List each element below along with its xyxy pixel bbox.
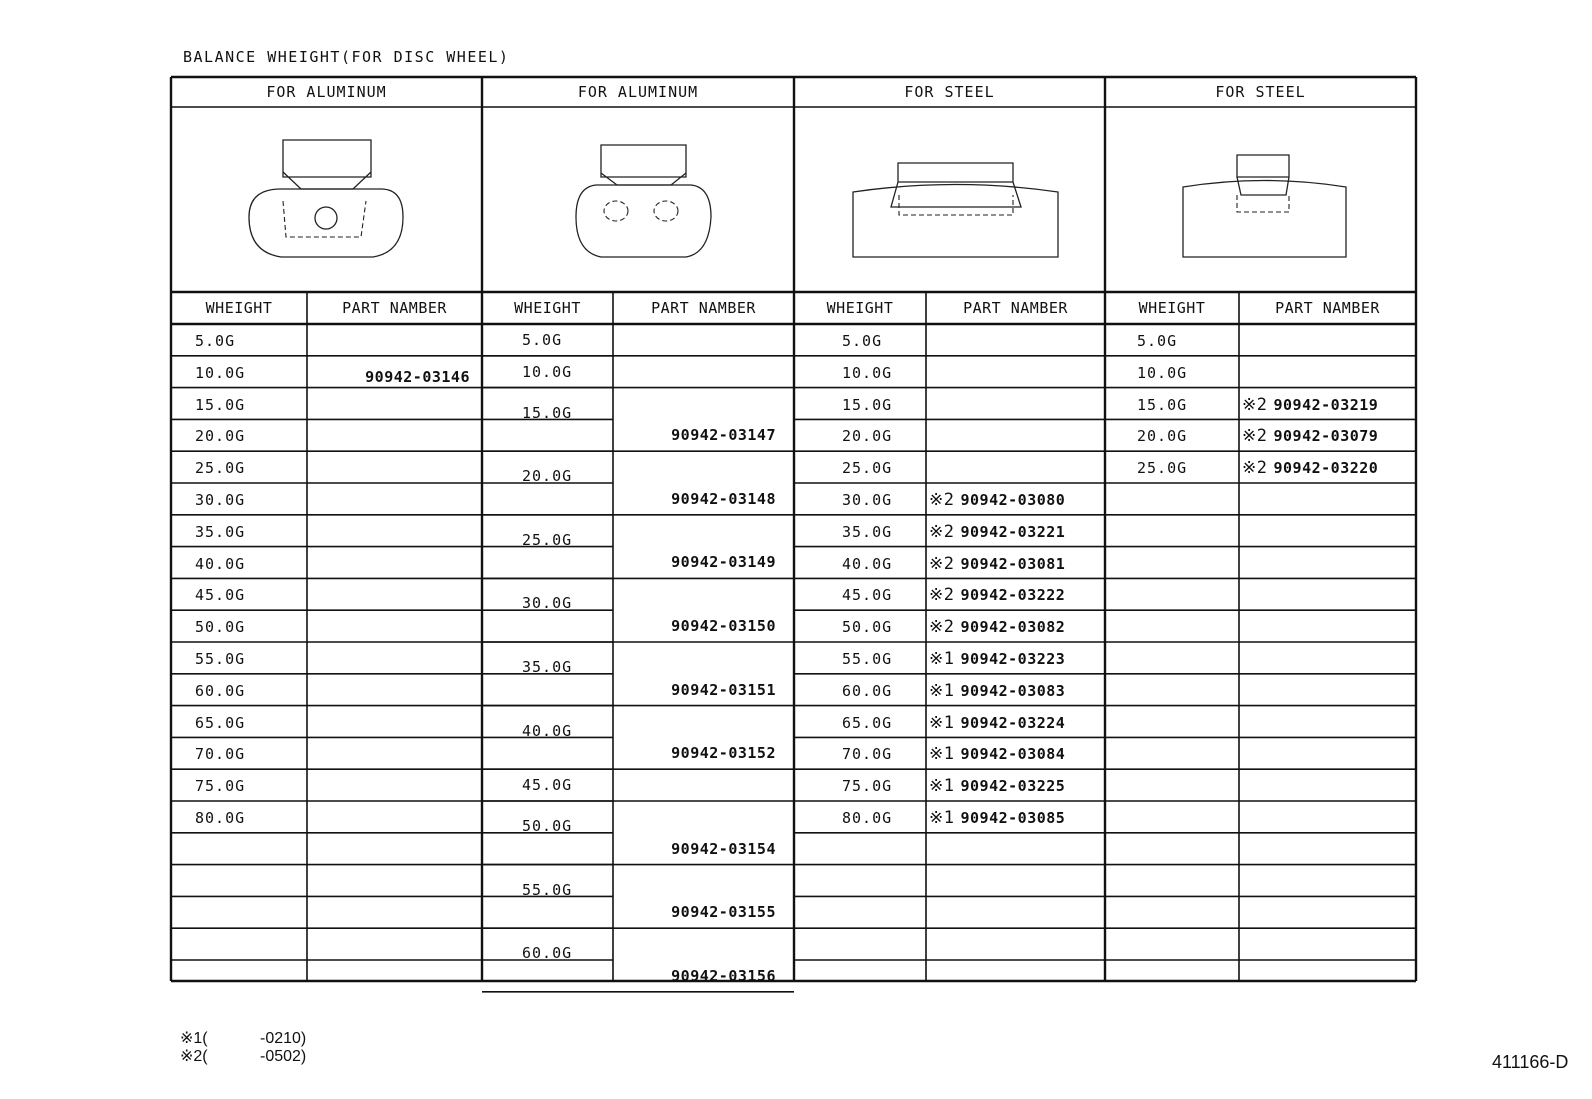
weight-value: 25.0G xyxy=(1137,459,1188,478)
clip-on-weight-body xyxy=(576,185,711,257)
part-number-cell xyxy=(613,744,776,762)
weight-hidden-outline xyxy=(899,195,1013,215)
weight-value: 55.0G xyxy=(522,880,573,899)
footnote-mark: ※2 xyxy=(929,585,955,606)
weight-value: 5.0G xyxy=(522,331,563,349)
part-number-column-header: PART NAMBER xyxy=(963,299,1068,317)
footnote-mark: ※1 xyxy=(929,712,955,733)
weight-value: 40.0G xyxy=(842,554,893,573)
weight-value: 30.0G xyxy=(195,491,246,509)
weight-value: 50.0G xyxy=(842,618,893,637)
clip-on-weight-body xyxy=(1183,181,1346,258)
clip-on-weight-clip xyxy=(1237,155,1289,195)
part-number: 90942-03151 xyxy=(671,680,776,699)
weight-value: 30.0G xyxy=(522,594,573,613)
part-number-cell xyxy=(613,903,776,921)
footnote-mark: ※1 xyxy=(929,776,955,797)
footnote-1: ※1( -0210) xyxy=(180,1030,307,1047)
part-number: 90942-03081 xyxy=(960,554,1066,573)
weight-value: 45.0G xyxy=(842,586,893,605)
weight-value: 70.0G xyxy=(842,745,893,764)
part-number-cell xyxy=(1242,459,1378,477)
part-number: 90942-03225 xyxy=(960,777,1066,796)
weight-value: 25.0G xyxy=(195,459,246,478)
clip-on-weight-clip xyxy=(283,140,371,189)
weight-value: 35.0G xyxy=(195,522,246,541)
part-number-column-header: PART NAMBER xyxy=(342,299,447,317)
weight-value: 15.0G xyxy=(1137,395,1188,414)
weight-value: 45.0G xyxy=(522,776,573,795)
part-number-cell xyxy=(929,555,1065,573)
footnote-2: ※2( -0502) xyxy=(180,1048,307,1065)
table-grid xyxy=(171,77,1444,998)
footnote-mark: ※1 xyxy=(929,649,955,669)
weight-value: 75.0G xyxy=(195,777,246,796)
footnotes xyxy=(180,1030,306,1066)
weight-value: 60.0G xyxy=(522,944,573,963)
part-number: 90942-03085 xyxy=(960,809,1066,827)
part-number-cell xyxy=(929,523,1065,541)
weight-value: 45.0G xyxy=(195,586,246,605)
weight-value: 30.0G xyxy=(842,491,893,509)
part-number: 90942-03083 xyxy=(960,681,1066,700)
weight-hole-icon xyxy=(654,201,678,221)
block-header: FOR ALUMINUM xyxy=(266,83,387,101)
weight-value: 50.0G xyxy=(522,817,573,835)
part-number: 90942-03156 xyxy=(671,966,776,985)
part-number: 90942-03219 xyxy=(1273,395,1379,414)
weight-value: 40.0G xyxy=(195,554,246,573)
part-number-column-header: PART NAMBER xyxy=(651,299,756,317)
clip-on-weight-body xyxy=(853,185,1058,258)
part-number-cell xyxy=(307,368,470,386)
part-number-cell xyxy=(929,745,1065,763)
part-number-cell xyxy=(613,967,776,985)
weight-value: 65.0G xyxy=(195,713,246,732)
part-number-cell xyxy=(929,650,1065,668)
part-number: 90942-03152 xyxy=(671,744,776,763)
weight-hole-icon xyxy=(604,201,628,221)
weight-column-header: WHEIGHT xyxy=(826,299,894,317)
part-number-cell xyxy=(929,586,1065,604)
weight-value: 35.0G xyxy=(522,658,573,676)
weight-value: 50.0G xyxy=(195,618,246,637)
weight-value: 5.0G xyxy=(1137,332,1178,350)
part-number: 90942-03220 xyxy=(1273,459,1379,478)
part-number-cell xyxy=(929,491,1065,509)
part-number-cell xyxy=(613,681,776,699)
weight-value: 15.0G xyxy=(842,395,893,414)
weight-value: 20.0G xyxy=(842,427,893,446)
weight-value: 15.0G xyxy=(195,395,246,414)
weight-value: 55.0G xyxy=(842,650,893,668)
block-header: FOR STEEL xyxy=(1215,83,1306,101)
footnote-mark: ※1 xyxy=(929,808,955,828)
weight-hole-icon xyxy=(315,207,337,229)
block-header: FOR ALUMINUM xyxy=(577,83,699,101)
part-number-cell xyxy=(613,426,776,444)
part-number-cell xyxy=(613,553,776,571)
part-number: 90942-03079 xyxy=(1273,427,1379,446)
footnote-mark: ※2 xyxy=(1242,458,1268,479)
weight-value: 55.0G xyxy=(195,650,246,668)
weight-value: 80.0G xyxy=(842,809,893,827)
part-number: 90942-03082 xyxy=(960,618,1066,637)
weight-value: 10.0G xyxy=(842,363,893,382)
part-number: 90942-03148 xyxy=(671,489,776,508)
part-number-cell xyxy=(613,840,776,858)
weight-value: 75.0G xyxy=(842,777,893,796)
part-number-column-header: PART NAMBER xyxy=(1275,299,1380,317)
weight-value: 60.0G xyxy=(195,681,246,700)
weight-hidden-outline xyxy=(283,201,366,237)
weight-value: 80.0G xyxy=(195,809,246,827)
part-number-cell xyxy=(613,490,776,508)
weight-value: 65.0G xyxy=(842,713,893,732)
footnote-mark: ※1 xyxy=(929,744,955,765)
part-number: 90942-03221 xyxy=(960,522,1066,541)
weight-value: 20.0G xyxy=(522,467,573,486)
part-number: 90942-03147 xyxy=(671,426,776,445)
weight-value: 60.0G xyxy=(842,681,893,700)
page-title: BALANCE WHEIGHT(FOR DISC WHEEL) xyxy=(183,48,510,66)
weight-value: 20.0G xyxy=(195,427,246,446)
part-number: 90942-03222 xyxy=(960,586,1066,605)
part-number: 90942-03223 xyxy=(960,650,1066,668)
weight-value: 15.0G xyxy=(522,403,573,422)
weight-value: 5.0G xyxy=(842,332,883,350)
weight-column-header: WHEIGHT xyxy=(514,299,581,317)
weight-column-header: WHEIGHT xyxy=(205,299,273,317)
weight-value: 5.0G xyxy=(195,332,236,350)
footnote-mark: ※2 xyxy=(929,490,955,510)
clip-on-weight-clip xyxy=(601,145,686,185)
part-number-cell xyxy=(929,682,1065,700)
weight-value: 35.0G xyxy=(842,522,893,541)
weight-value: 20.0G xyxy=(1137,427,1188,446)
part-number: 90942-03150 xyxy=(671,617,776,635)
part-number: 90942-03084 xyxy=(960,745,1066,764)
weight-value: 70.0G xyxy=(195,745,246,764)
footnote-mark: ※2 xyxy=(929,553,955,574)
part-number: 90942-03154 xyxy=(671,839,776,858)
part-number: 90942-03155 xyxy=(671,903,776,922)
part-number: 90942-03146 xyxy=(365,367,470,386)
part-number-cell xyxy=(613,617,776,635)
footnote-mark: ※1 xyxy=(929,680,955,701)
weight-hidden-outline xyxy=(1237,195,1289,212)
weight-value: 40.0G xyxy=(522,721,573,740)
part-number: 90942-03224 xyxy=(960,713,1066,732)
weight-value: 10.0G xyxy=(522,362,573,381)
weight-value: 25.0G xyxy=(842,459,893,478)
balance-weight-table xyxy=(171,77,1444,998)
part-number: 90942-03149 xyxy=(671,553,776,572)
part-number-cell xyxy=(929,809,1065,827)
clip-on-weight-body xyxy=(249,189,403,257)
weight-column-header: WHEIGHT xyxy=(1138,299,1206,317)
part-number-cell xyxy=(929,714,1065,732)
weight-value: 10.0G xyxy=(195,363,246,382)
block-header: FOR STEEL xyxy=(904,83,995,101)
footnote-mark: ※2 xyxy=(929,617,955,638)
part-number-cell xyxy=(929,618,1065,636)
footnote-mark: ※2 xyxy=(929,521,955,542)
part-number-cell xyxy=(929,777,1065,795)
drawing-reference-number: 411166-D xyxy=(1492,1052,1569,1072)
weight-value: 25.0G xyxy=(522,530,573,549)
part-number-cell xyxy=(1242,427,1378,445)
footnote-mark: ※2 xyxy=(1242,394,1268,415)
footnote-mark: ※2 xyxy=(1242,426,1268,447)
weight-value: 10.0G xyxy=(1137,363,1188,382)
part-number-cell xyxy=(1242,396,1378,414)
part-number: 90942-03080 xyxy=(960,491,1066,509)
